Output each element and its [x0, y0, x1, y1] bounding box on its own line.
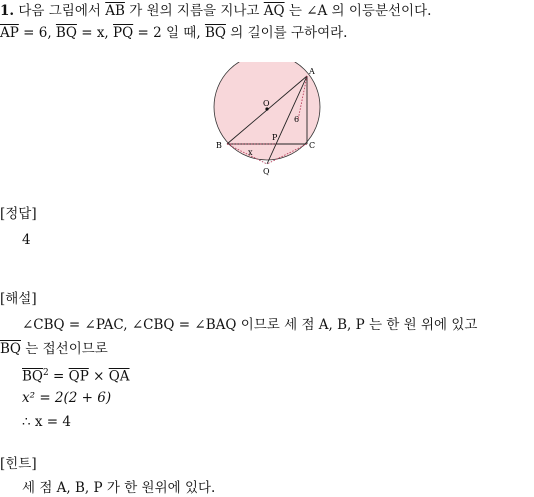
- problem-text: = 2 일 때,: [137, 25, 201, 41]
- label-6: 6: [294, 115, 300, 124]
- equals: =: [53, 368, 65, 385]
- solution-line-4: x² = 2(2 + 6): [22, 390, 112, 406]
- geometry-figure: [212, 62, 330, 178]
- label-x: x: [248, 148, 253, 157]
- segment-pq: $\overline{PQ}$: [113, 25, 134, 41]
- segment-qp: $\overline{QP}$: [68, 368, 89, 385]
- exponent: 2: [43, 368, 49, 378]
- problem-text: 의 길이를 구하여라.: [230, 25, 348, 41]
- hint-text: 세 점 A, B, P 가 한 원위에 있다.: [22, 480, 216, 496]
- problem-text: 가 원의 지름을 지나고: [129, 3, 260, 19]
- label-p: P: [272, 133, 278, 142]
- solution-line-3: [22, 364, 130, 386]
- label-c: C: [309, 141, 316, 150]
- problem-text: = x,: [81, 25, 109, 41]
- problem-text: 는 ∠A 의 이등분선이다.: [288, 3, 432, 19]
- label-a: A: [309, 67, 315, 76]
- solution-line-1: ∠CBQ = ∠PAC, ∠CBQ = ∠BAQ 이므로 세 점 A, B, P 는 한 원 위에 있고: [22, 317, 478, 333]
- label-b: B: [216, 141, 222, 150]
- problem-line-1: [0, 2, 431, 20]
- segment-aq: $\overline{AQ}$: [263, 3, 285, 19]
- answer-heading: [정답]: [0, 206, 37, 222]
- segment-bq: $\overline{BQ}$: [204, 25, 226, 41]
- segment-bq: $\overline{BQ}$: [55, 25, 77, 41]
- label-q: Q: [263, 167, 270, 176]
- solution-line-2: [0, 340, 108, 358]
- times: ×: [93, 368, 105, 385]
- problem-text: 다음 그림에서: [18, 3, 101, 19]
- segment-ab: $\overline{AB}$: [105, 3, 125, 19]
- hint-heading: [힌트]: [0, 456, 37, 472]
- solution-line-5: ∴ x = 4: [22, 414, 71, 430]
- label-o: O: [263, 99, 270, 108]
- problem-line-2: [0, 24, 347, 42]
- segment-ap: $\overline{AP}$: [0, 25, 19, 41]
- problem-text: = 6,: [23, 25, 52, 41]
- segment-qa: $\overline{QA}$: [108, 368, 130, 385]
- solution-text: 는 접선이므로: [25, 341, 108, 357]
- segment-bq: $\overline{BQ}$: [22, 368, 43, 385]
- solution-heading: [해설]: [0, 291, 37, 307]
- segment-bq: $\overline{BQ}$: [0, 341, 21, 357]
- problem-number: 1.: [0, 3, 15, 19]
- answer-value: 4: [22, 232, 31, 248]
